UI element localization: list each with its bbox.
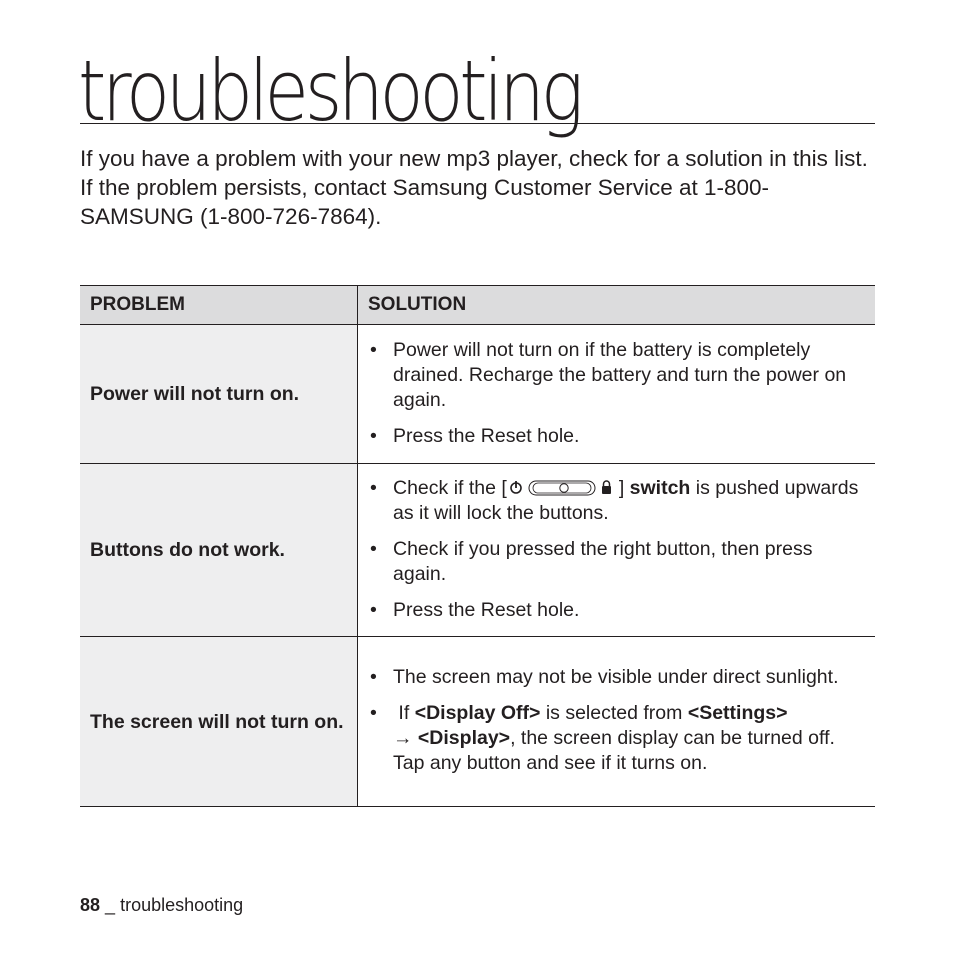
solution-item: • The screen may not be visible under direct sunlight. (368, 665, 865, 690)
solution-list (368, 476, 865, 623)
power-lock-switch-icon (507, 478, 619, 496)
solution-column-header: SOLUTION (358, 286, 876, 325)
solution-item: • Press the Reset hole. (368, 598, 865, 623)
footer-section-name: troubleshooting (120, 895, 244, 915)
menu-label-display: <Display> (417, 727, 511, 749)
menu-label-settings: <Settings> (687, 702, 788, 724)
arrow-icon: → (393, 727, 413, 749)
table-row (80, 637, 875, 807)
problem-cell: Buttons do not work. (80, 464, 358, 637)
solution-text: , the screen display can be turned off. Tap any button and see if it turns on. (393, 727, 835, 774)
page-title: troubleshooting (78, 42, 580, 140)
solution-item: • Power will not turn on if the battery is completely drained. Recharge the battery and turn the power on again. (368, 338, 865, 413)
intro-paragraph: If you have a problem with your new mp3 player, check for a solution in this list. If the problem persists, contact Samsung Customer Service at 1-800-SAMSUNG (1-800-726-7864). (80, 146, 868, 229)
solution-list (368, 338, 865, 449)
solution-text: ] (618, 476, 625, 499)
table-row (80, 325, 875, 464)
troubleshooting-table (80, 285, 875, 807)
menu-label-display-off: <Display Off> (414, 702, 541, 724)
solution-item (368, 701, 865, 776)
solution-list (368, 665, 865, 776)
solution-item (368, 476, 865, 526)
page-footer (80, 895, 243, 916)
solution-text: Check if the [ (393, 476, 507, 499)
switch-keyword: switch (629, 476, 691, 499)
problem-column-header: PROBLEM (80, 286, 358, 325)
solution-cell (358, 637, 876, 807)
solution-item: • Press the Reset hole. (368, 424, 865, 449)
solution-text: If (398, 702, 410, 724)
problem-cell: The screen will not turn on. (80, 637, 358, 807)
solution-cell (358, 464, 876, 637)
solution-item: • Check if you pressed the right button, then press again. (368, 537, 865, 587)
table-row (80, 464, 875, 637)
title-divider (80, 123, 875, 124)
solution-text: is selected from (545, 702, 683, 724)
page-number: 88 (80, 895, 101, 915)
problem-cell: Power will not turn on. (80, 325, 358, 464)
solution-text: is pushed upwards as it will lock the buttons. (393, 476, 859, 524)
footer-separator: _ (105, 895, 116, 915)
table-header-row (80, 286, 875, 325)
solution-cell (358, 325, 876, 464)
